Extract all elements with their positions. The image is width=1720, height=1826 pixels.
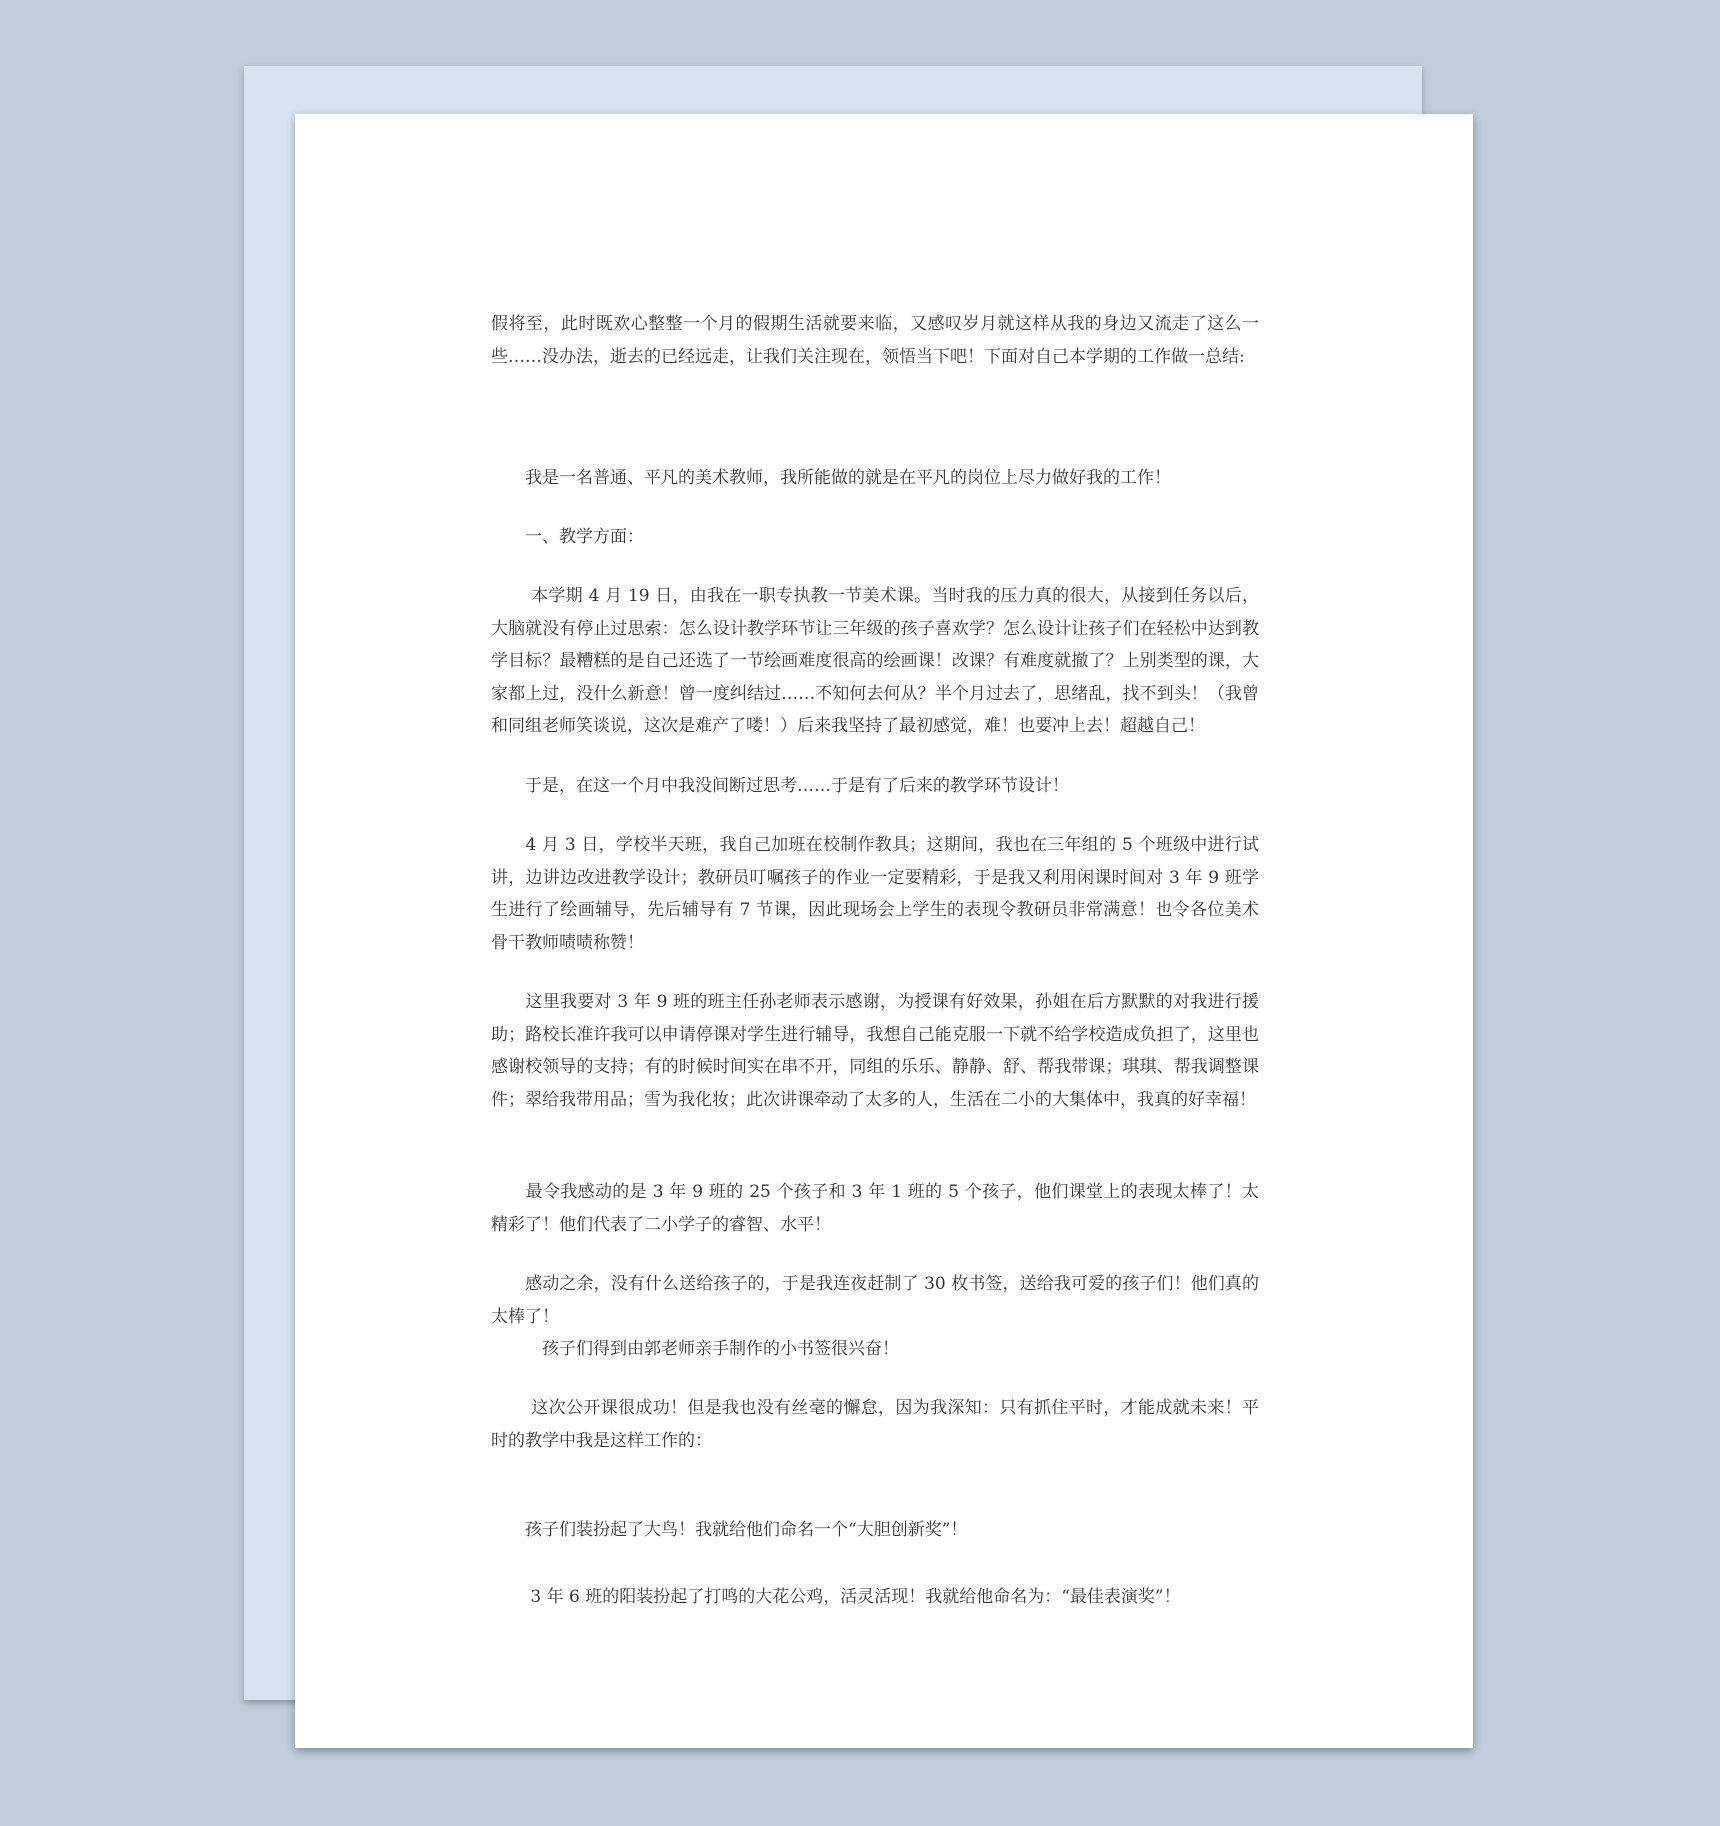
paragraph-7: 感动之余，没有什么送给孩子的，于是我连夜赶制了 30 枚书签，送给我可爱的孩子们！他们真的太棒了！ (491, 1274, 1259, 1327)
paragraph-4: 4 月 3 日，学校半天班，我自己加班在校制作教具；这期间，我也在三年组的 5 个班级中进行试讲，边讲边改进教学设计；教研员叮嘱孩子的作业一定要精彩，于是我又利用闲课时间对 3 年 9 班学生进行了绘画辅导，先后辅导有 7 节课，因此现场会上学生的表现令教研员非常满意！也令各位美术骨干教师啧啧称赞！ (491, 835, 1259, 953)
paragraph-10: 孩子们装扮起了大鸟！我就给他们命名一个“大胆创新奖”！ (491, 1520, 968, 1540)
section-heading-teaching: 一、教学方面： (491, 527, 644, 547)
intro-paragraph: 假将至，此时既欢心整整一个月的假期生活就要来临，又感叹岁月就这样从我的身边又流走了这么一些……没办法，逝去的已经远走，让我们关注现在，领悟当下吧！下面对自己本学期的工作做一总结: (491, 314, 1259, 367)
paragraph-8: 孩子们得到由郭老师亲手制作的小书签很兴奋！ (491, 1339, 899, 1359)
paragraph-9: 这次公开课很成功！但是我也没有丝毫的懈怠，因为我深知：只有抓住平时，才能成就未来！平时的教学中我是这样工作的： (491, 1398, 1259, 1451)
paragraph-5: 这里我要对 3 年 9 班的班主任孙老师表示感谢，为授课有好效果，孙姐在后方默默的对我进行援助；路校长准许我可以申请停课对学生进行辅导，我想自己能克服一下就不给学校造成负担了，这里也感谢校领导的支持；有的时候时间实在串不开，同组的乐乐、静静、舒、帮我带课；琪琪、帮我调整课件；翠给我带用品；雪为我化妆；此次讲课牵动了太多的人，生活在二小的大集体中，我真的好幸福！ (491, 992, 1259, 1110)
paragraph-2: 本学期 4 月 19 日，由我在一职专执教一节美术课。当时我的压力真的很大，从接到任务以后，大脑就没有停止过思索：怎么设计教学环节让三年级的孩子喜欢学？怎么设计让孩子们在轻松中达到教学目标？最糟糕的是自己还选了一节绘画难度很高的绘画课！改课？有难度就撤了？上别类型的课，大家都上过，没什么新意！曾一度纠结过……不知何去何从？半个月过去了，思绪乱，找不到头！（我曾和同组老师笑谈说，这次是难产了喽！）后来我坚持了最初感觉，难！也要冲上去！超越自己！ (491, 586, 1259, 736)
paragraph-6: 最令我感动的是 3 年 9 班的 25 个孩子和 3 年 1 班的 5 个孩子，他们课堂上的表现太棒了！太精彩了！他们代表了二小学子的睿智、水平！ (491, 1182, 1259, 1235)
paragraph-3: 于是，在这一个月中我没间断过思考……于是有了后来的教学环节设计！ (491, 776, 1069, 796)
paragraph-11: 3 年 6 班的阳装扮起了打鸣的大花公鸡，活灵活现！我就给他命名为：“最佳表演奖”！ (491, 1587, 1181, 1607)
paragraph-1: 我是一名普通、平凡的美术教师，我所能做的就是在平凡的岗位上尽力做好我的工作！ (491, 468, 1171, 488)
document-page (295, 114, 1473, 1748)
